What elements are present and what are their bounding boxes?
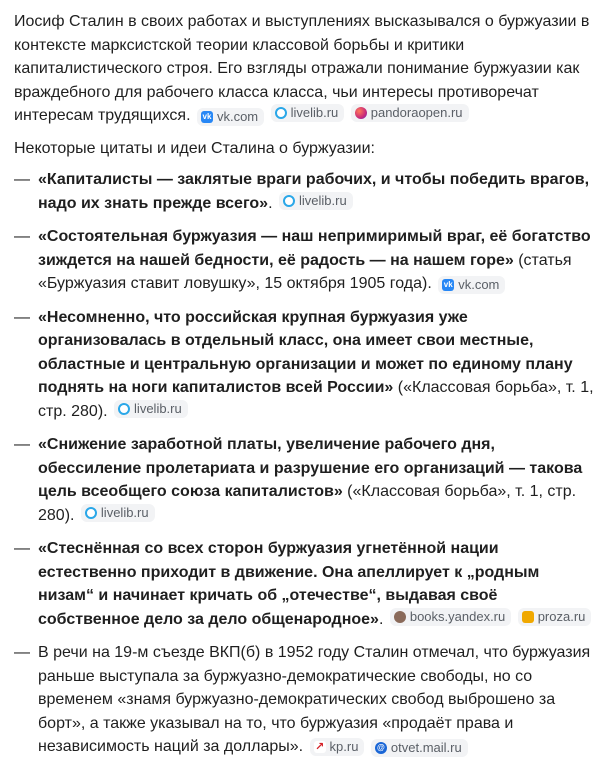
source-domain: kp.ru [329, 739, 359, 754]
item-sources [277, 192, 353, 212]
source-link-livelib-ru[interactable] [81, 504, 155, 522]
source-link-kp-ru[interactable] [310, 738, 365, 756]
list-item [14, 537, 598, 631]
lib-favicon-icon [275, 107, 287, 119]
intro-sources [195, 107, 469, 124]
list-item [14, 641, 598, 759]
item-sources [112, 400, 188, 420]
proza-favicon-icon [522, 611, 534, 623]
quote-tail: . [268, 194, 273, 212]
source-link-livelib-ru[interactable] [279, 192, 353, 210]
intro-paragraph [14, 10, 598, 128]
item-sources [79, 504, 155, 524]
source-domain: vk.com [458, 277, 500, 292]
list-item [14, 433, 598, 527]
source-link-livelib-ru[interactable] [114, 400, 188, 418]
item-sources [436, 275, 505, 292]
source-domain: proza.ru [537, 608, 586, 624]
source-domain: pandoraopen.ru [370, 105, 463, 120]
source-domain: livelib.ru [298, 192, 347, 208]
quote-tail: . [378, 610, 384, 628]
lib-favicon-icon [85, 507, 97, 519]
vk-favicon-icon: vk [202, 112, 212, 121]
list-item [14, 225, 598, 296]
source-domain: livelib.ru [100, 504, 149, 520]
source-link-vk-com[interactable] [438, 276, 505, 294]
source-link-proza-ru[interactable] [518, 608, 592, 626]
quote-tail: (статья «Буржуазия ставит ловушку», 15 октября 1905 года). [38, 251, 572, 292]
item-text: В речи на 19-м съезде ВКП(б) в 1952 году Сталин отмечал, что буржуазия раньше выступала за буржуазно-демократические свободы, но со временем «знамя буржуазно-демократических свобод выброшено за борт», а также указывал на то, что буржуазия «продаёт права и независимость наций за доллары». [38, 644, 591, 755]
item-sources [308, 738, 468, 755]
source-link-livelib-ru[interactable] [271, 104, 345, 122]
item-sources [388, 608, 592, 628]
source-domain: livelib.ru [134, 400, 182, 416]
source-link-vk-com[interactable] [197, 108, 264, 126]
mail-favicon-icon: @ [375, 742, 387, 754]
source-domain: vk.com [216, 109, 259, 124]
pandora-favicon-icon [355, 107, 367, 119]
intro-text: Иосиф Сталин в своих работах и выступлениях высказывался о буржуазии в контексте марксистской теории классовой борьбы и критики капиталистического строя. Его взгляды отражали понимание буржуазии как враждебного для рабочего класса класса, чьи интересы противоречат интересам трудящихся. [14, 13, 590, 124]
quote-tail: («Классовая борьба», т. 1, стр. 280). [38, 379, 594, 420]
quote-text: «Снижение заработной платы, увеличение рабочего дня, обессиление пролетариата и разрушение его организаций — такова цель всеобщего союза капиталистов» [38, 436, 583, 500]
source-link-pandoraopen-ru[interactable] [351, 104, 469, 122]
vk-favicon-icon: vk [443, 280, 453, 289]
list-item [14, 306, 598, 424]
quote-text: «Несомненно, что российская крупная буржуазия уже организовалась в отдельный класс, она имеет свои местные, областные и центральную организации и может по единому плану поднять на ноги капиталистов всей России» [38, 308, 573, 396]
source-domain: books.yandex.ru [409, 608, 506, 624]
source-link-otvet-mail-ru[interactable] [371, 739, 468, 757]
source-domain: livelib.ru [290, 105, 339, 120]
yx-favicon-icon [394, 611, 406, 623]
kp-favicon-icon: ↗ [314, 741, 325, 753]
quote-tail: («Классовая борьба», т. 1, стр. 280). [38, 483, 577, 524]
source-domain: otvet.mail.ru [390, 740, 462, 755]
source-link-books-yandex-ru[interactable] [390, 608, 511, 626]
lib-favicon-icon [283, 195, 295, 207]
quote-text: «Капиталисты — заклятые враги рабочих, и чтобы победить врагов, надо их знать прежде всего» [38, 171, 590, 212]
lib-favicon-icon [118, 403, 130, 415]
quote-text: «Стеснённая со всех сторон буржуазия угнетённой нации естественно приходит в движение. Она апеллирует к „родным низам“ и начинает кричать об „отечестве“, выдавая своё собственное дело за дело общенародное» [38, 540, 540, 628]
list-item [14, 168, 598, 215]
quote-text: «Состоятельная буржуазия — наш непримиримый враг, её богатство зиждется на нашей бедности, её радость — на нашем горе» [38, 228, 591, 269]
quotes-lead: Некоторые цитаты и идеи Сталина о буржуазии: [14, 139, 375, 157]
